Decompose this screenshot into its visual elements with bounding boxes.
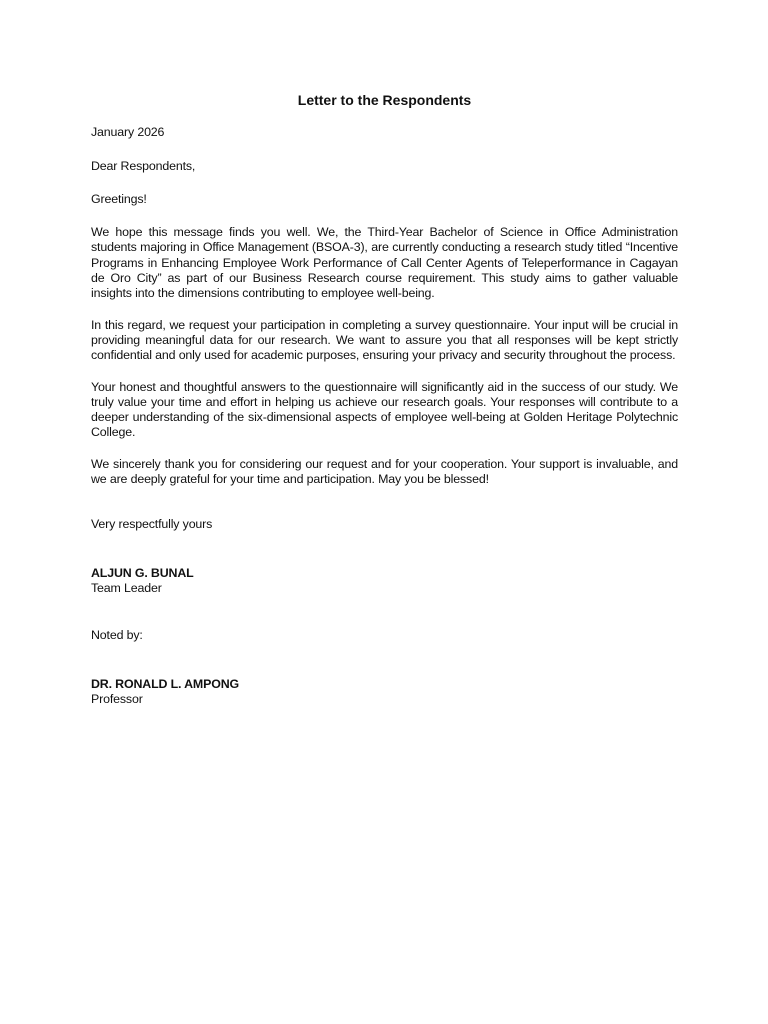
letter-date: January 2026	[91, 125, 165, 140]
paragraph-value: Your honest and thoughtful answers to the questionnaire will significantly aid in the success of our study. We truly value your time and effort in helping us achieve our research goals. Your responses will contribute to a deeper understanding of the six-dimensional aspects of employee well-being at Golden Heritage Polytechnic College.	[91, 379, 678, 440]
paragraph-request: In this regard, we request your participation in completing a survey questionnaire. Your input will be crucial in providing meaningful data for our research. We want to assure you that all responses will be kept strictly confidential and only used for academic purposes, ensuring your privacy and security throughout the process.	[91, 317, 678, 363]
sender-name: ALJUN G. BUNAL	[91, 565, 194, 580]
closing-line: Very respectfully yours	[91, 517, 213, 532]
letter-body	[91, 93, 678, 707]
letter-title: Letter to the Respondents	[297, 92, 472, 108]
paragraph-thanks: We sincerely thank you for considering our request and for your cooperation. Your support is invaluable, and we are deeply grateful for your time and participation. May you be blessed!	[91, 456, 678, 487]
paragraph-intro: We hope this message finds you well. We, the Third-Year Bachelor of Science in Office Administration students majoring in Office Management (BSOA-3), are currently conducting a research study titled “Incentive Programs in Enhancing Employee Work Performance of Call Center Agents of Teleperformance in Cagayan de Oro City” as part of our Business Research course requirement. This study aims to gather valuable insights into the dimensions contributing to employee well-being.	[91, 225, 678, 301]
salutation: Dear Respondents,	[91, 158, 196, 173]
noter-role: Professor	[91, 691, 143, 706]
noter-name: DR. RONALD L. AMPONG	[91, 676, 239, 691]
sender-role: Team Leader	[91, 580, 162, 595]
noted-by-label: Noted by:	[91, 628, 143, 643]
greeting: Greetings!	[91, 191, 147, 206]
